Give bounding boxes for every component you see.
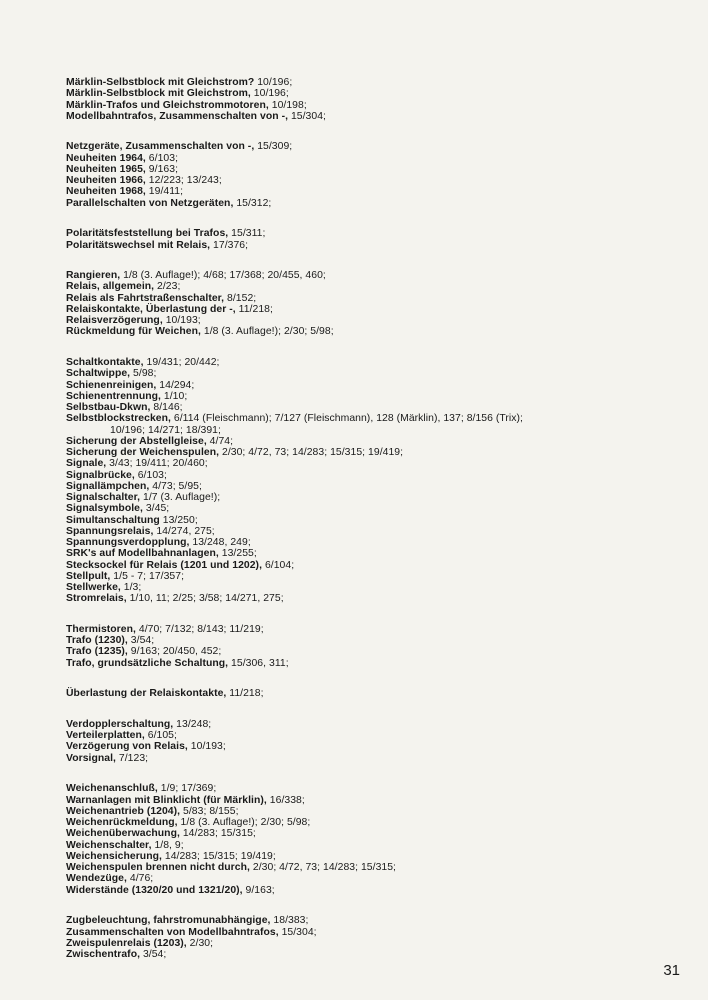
index-refs: 7/123; — [115, 752, 149, 764]
index-entry — [66, 368, 696, 379]
index-group — [66, 141, 696, 209]
index-refs: 6/104; — [262, 559, 295, 571]
index-term: Zusammenschalten von Modellbahntrafos, — [66, 926, 279, 938]
index-entry — [66, 380, 696, 391]
index-refs: 14/274, 275; — [153, 525, 215, 537]
index-refs: 9/163; — [242, 884, 275, 896]
index-term: Signale, — [66, 458, 107, 470]
index-term: Weichenrückmeldung, — [66, 817, 178, 829]
index-entry — [66, 315, 696, 326]
index-refs: 5/98; — [130, 368, 157, 380]
index-entry — [66, 593, 696, 604]
index-term: Märklin-Selbstblock mit Gleichstrom, — [66, 88, 251, 100]
index-refs: 2/23; — [154, 281, 181, 293]
index-entry — [66, 658, 696, 669]
index-entry — [66, 927, 696, 938]
index-refs: 17/376; — [210, 239, 249, 251]
index-refs: 19/411; — [145, 186, 184, 198]
index-refs: 4/74; — [206, 435, 234, 447]
index-entry — [66, 391, 696, 402]
index-refs: 16/338; — [266, 794, 305, 806]
index-entry — [66, 111, 696, 122]
index-entry — [66, 753, 696, 764]
index-group — [66, 719, 696, 764]
index-group — [66, 688, 696, 699]
index-term: Neuheiten 1968, — [66, 186, 146, 198]
index-entry — [66, 635, 696, 646]
index-term: Relais als Fahrtstraßenschalter, — [66, 292, 225, 304]
index-refs: 8/146; — [150, 402, 183, 414]
index-entry — [66, 357, 696, 368]
index-refs: 9/163; 20/450, 452; — [127, 646, 222, 658]
index-refs: 12/223; 13/243; — [145, 175, 222, 187]
index-term: Märklin-Selbstblock mit Gleichstrom? — [66, 77, 255, 88]
index-term: Überlastung der Relaiskontakte, — [66, 688, 227, 700]
index-term: Signalschalter, — [66, 492, 141, 504]
index-term: Modellbahntrafos, Zusammenschalten von -, — [66, 110, 289, 122]
index-refs: 19/431; 20/442; — [143, 357, 220, 369]
index-term: Stellpult, — [66, 570, 111, 582]
index-refs: 1/8 (3. Auflage!); 4/68; 17/368; 20/455, 460; — [120, 270, 326, 282]
index-refs: 1/10; — [160, 390, 188, 402]
index-entry — [66, 560, 696, 571]
index-term: Simultanschaltung — [66, 514, 160, 526]
index-entry — [66, 458, 696, 469]
index-term: Neuheiten 1966, — [66, 175, 146, 187]
index-refs: 15/306, 311; — [228, 657, 289, 669]
index-entry — [66, 949, 696, 960]
index-refs: 15/304; — [288, 110, 326, 122]
index-entry — [66, 828, 696, 839]
index-entry — [66, 470, 696, 481]
index-group — [66, 915, 696, 960]
index-refs: 14/283; 15/315; 19/419; — [161, 850, 276, 862]
index-term: Verdopplerschaltung, — [66, 718, 174, 730]
index-term: Neuheiten 1965, — [66, 163, 146, 175]
index-entry — [66, 503, 696, 514]
index-term: Rangieren, — [66, 270, 121, 282]
index-refs: 1/8 (3. Auflage!); 2/30; 5/98; — [177, 817, 311, 829]
index-refs: 10/196; 14/271; 18/391; — [110, 424, 221, 436]
index-refs: 4/70; 7/132; 8/143; 11/219; — [135, 623, 264, 635]
index-term: Spannungsverdopplung, — [66, 537, 190, 549]
index-refs: 10/196; — [250, 88, 289, 100]
index-term: Warnanlagen mit Blinklicht (für Märklin), — [66, 794, 267, 806]
index-refs: 9/163; — [145, 163, 179, 175]
index-entry — [66, 646, 696, 657]
index-refs: 3/54; — [140, 949, 167, 961]
index-term: Spannungsrelais, — [66, 525, 154, 537]
index-refs: 3/43; 19/411; 20/460; — [106, 458, 208, 470]
index-refs: 6/114 (Fleischmann); 7/127 (Fleischmann), 128 (Märklin), 137; 8/156 (Trix); — [170, 413, 523, 425]
index-term: Signallämpchen, — [66, 480, 150, 492]
index-term: Zugbeleuchtung, fahrstromunabhängige, — [66, 915, 271, 927]
index-entry — [66, 851, 696, 862]
index-group — [66, 624, 696, 669]
index-term: Weichensicherung, — [66, 850, 162, 862]
index-entry — [66, 153, 696, 164]
index-refs: 3/54; — [127, 635, 155, 647]
index-term: Selbstblockstrecken, — [66, 413, 171, 425]
index-refs: 2/30; 4/72, 73; 14/283; 15/315; 19/419; — [219, 447, 404, 459]
index-term: Signalbrücke, — [66, 469, 135, 481]
index-term: Schaltkontakte, — [66, 357, 144, 369]
index-term: Schienentrennung, — [66, 390, 161, 402]
index-entry — [66, 141, 696, 152]
index-refs: 13/248, 249; — [189, 537, 251, 549]
index-entry — [66, 281, 696, 292]
index-term: Weichenantrieb (1204), — [66, 805, 181, 817]
index-entry — [66, 840, 696, 851]
index-refs: 13/250; — [159, 514, 198, 526]
index-term: Netzgeräte, Zusammenschalten von -, — [66, 141, 255, 153]
index-entry — [66, 624, 696, 635]
index-group — [66, 270, 696, 338]
index-entry — [66, 885, 696, 896]
index-entry — [66, 548, 696, 559]
index-entry — [66, 730, 696, 741]
page-number: 31 — [663, 962, 680, 979]
index-entry — [66, 806, 696, 817]
index-refs: 2/30; — [186, 937, 214, 949]
index-entry — [66, 304, 696, 315]
index-term: Widerstände (1320/20 und 1321/20), — [66, 884, 243, 896]
index-refs: 2/30; 4/72, 73; 14/283; 15/315; — [249, 862, 396, 874]
index-refs: 10/193; — [187, 741, 226, 753]
index-term: Weichenspulen brennen nicht durch, — [66, 862, 250, 874]
index-term: Stellwerke, — [66, 582, 121, 594]
index-entry — [66, 413, 696, 424]
index-term: Weichenanschluß, — [66, 783, 158, 795]
index-refs: 4/73; 5/95; — [149, 480, 202, 492]
index-entry — [66, 88, 696, 99]
index-refs: 6/103; — [145, 152, 179, 164]
index-entry — [66, 447, 696, 458]
index-entry — [66, 526, 696, 537]
index-refs: 8/152; — [224, 292, 257, 304]
index-entry — [66, 783, 696, 794]
index-group — [66, 357, 696, 605]
index-term: Märklin-Trafos und Gleichstrommotoren, — [66, 99, 269, 111]
index-refs: 6/105; — [144, 730, 177, 742]
index-entry — [66, 100, 696, 111]
index-term: Weichenüberwachung, — [66, 828, 180, 840]
index-term: Zweispulenrelais (1203), — [66, 937, 187, 949]
index-term: Trafo (1230), — [66, 635, 128, 647]
index-entry — [66, 164, 696, 175]
index-term: Sicherung der Weichenspulen, — [66, 447, 220, 459]
index-refs: 4/76; — [126, 873, 154, 885]
index-refs: 5/83; 8/155; — [180, 805, 239, 817]
index-refs: 18/383; — [270, 915, 309, 927]
index-refs: 15/304; — [278, 926, 317, 938]
index-term: Wendezüge, — [66, 873, 127, 885]
index-entry — [66, 402, 696, 413]
index-term: Parallelschalten von Netzgeräten, — [66, 197, 234, 209]
index-term: Relaiskontakte, Überlastung der -, — [66, 303, 236, 315]
index-refs: 1/9; 17/369; — [157, 783, 217, 795]
index-entry — [66, 481, 696, 492]
index-term: Schaltwippe, — [66, 368, 131, 380]
index-entry — [66, 795, 696, 806]
index-entry — [66, 938, 696, 949]
index-term: Verzögerung von Relais, — [66, 741, 188, 753]
index-entry — [66, 270, 696, 281]
index-entry — [66, 77, 696, 88]
index-entry — [66, 240, 696, 251]
index-term: Schienenreinigen, — [66, 379, 157, 391]
index-entry — [66, 862, 696, 873]
index-refs: 6/103; — [134, 469, 167, 481]
index-refs: 11/218; — [226, 688, 264, 700]
index-list — [66, 77, 696, 980]
index-group — [66, 783, 696, 896]
index-entry — [66, 198, 696, 209]
index-entry — [66, 326, 696, 337]
index-entry — [66, 719, 696, 730]
index-entry — [66, 571, 696, 582]
index-entry — [66, 873, 696, 884]
index-entry — [66, 175, 696, 186]
index-refs: 13/255; — [218, 548, 257, 560]
index-term: Sicherung der Abstellgleise, — [66, 435, 207, 447]
index-refs: 15/312; — [233, 197, 272, 209]
index-entry — [66, 688, 696, 699]
index-group — [66, 77, 696, 122]
index-term: Trafo (1235), — [66, 646, 128, 658]
index-term: Stromrelais, — [66, 593, 127, 605]
index-term: Thermistoren, — [66, 623, 136, 635]
index-group — [66, 228, 696, 251]
index-entry — [66, 293, 696, 304]
index-refs: 1/8 (3. Auflage!); 2/30; 5/98; — [200, 326, 334, 338]
index-term: SRK's auf Modellbahnanlagen, — [66, 548, 219, 560]
index-term: Signalsymbole, — [66, 503, 143, 515]
index-entry — [66, 582, 696, 593]
index-term: Relais, allgemein, — [66, 281, 155, 293]
index-refs: 10/193; — [162, 315, 201, 327]
index-refs: 1/5 - 7; 17/357; — [110, 570, 185, 582]
index-term: Vorsignal, — [66, 752, 116, 764]
index-entry — [66, 817, 696, 828]
index-refs: 15/311; — [228, 228, 266, 240]
index-term: Zwischentrafo, — [66, 949, 141, 961]
index-refs: 1/3; — [120, 582, 142, 594]
index-refs: 1/10, 11; 2/25; 3/58; 14/271, 275; — [126, 593, 284, 605]
index-entry — [66, 741, 696, 752]
index-refs: 13/248; — [173, 718, 212, 730]
index-entry — [66, 915, 696, 926]
index-entry — [66, 228, 696, 239]
index-term: Polaritätswechsel mit Relais, — [66, 239, 211, 251]
index-term: Selbstbau-Dkwn, — [66, 402, 151, 414]
index-term: Neuheiten 1964, — [66, 152, 146, 164]
index-term: Polaritätsfeststellung bei Trafos, — [66, 228, 229, 240]
index-term: Verteilerplatten, — [66, 730, 145, 742]
index-refs: 10/196; — [254, 77, 293, 88]
index-term: Weichenschalter, — [66, 839, 152, 851]
index-entry — [66, 436, 696, 447]
index-refs: 3/45; — [142, 503, 170, 515]
index-entry — [66, 492, 696, 503]
index-term: Rückmeldung für Weichen, — [66, 326, 201, 338]
index-refs: 15/309; — [254, 141, 293, 153]
index-refs: 1/8, 9; — [151, 839, 184, 851]
index-entry — [66, 425, 696, 436]
index-refs: 10/198; — [268, 99, 307, 111]
index-refs: 11/218; — [235, 303, 273, 315]
index-term: Stecksockel für Relais (1201 und 1202), — [66, 559, 263, 571]
index-term: Trafo, grundsätzliche Schaltung, — [66, 657, 229, 669]
index-term: Relaisverzögerung, — [66, 315, 163, 327]
index-refs: 1/7 (3. Auflage!); — [140, 492, 221, 504]
index-refs: 14/294; — [156, 379, 195, 391]
index-entry — [66, 537, 696, 548]
index-entry — [66, 186, 696, 197]
index-entry — [66, 515, 696, 526]
index-refs: 14/283; 15/315; — [179, 828, 256, 840]
